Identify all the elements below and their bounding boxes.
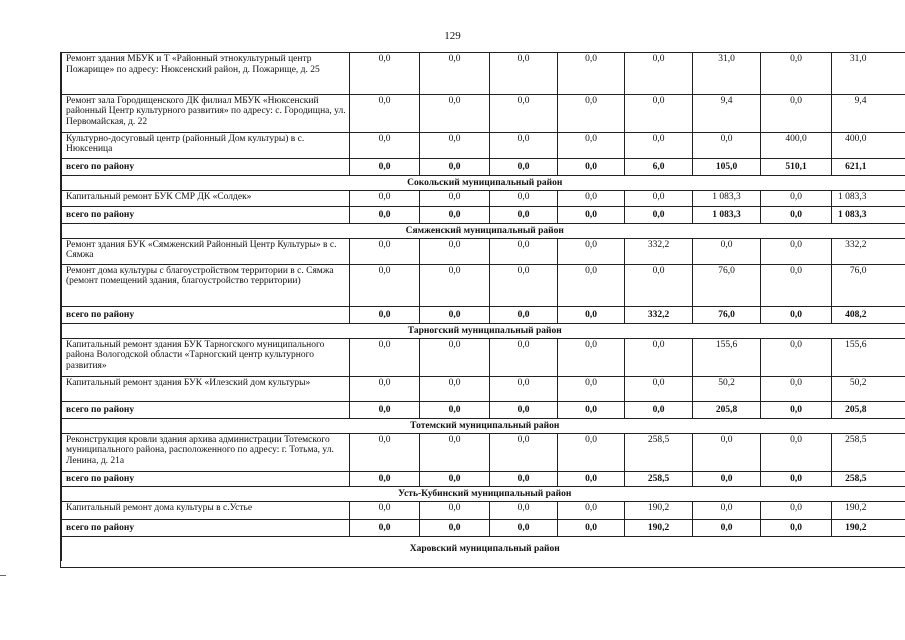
value-cell: 0,0 xyxy=(420,376,490,401)
value-cell: 0,0 xyxy=(350,519,420,536)
value-cell: 0,0 xyxy=(350,53,420,94)
district-name: Усть-Кубинский муниципальный район xyxy=(62,486,905,501)
district-name: Тотемский муниципальный район xyxy=(62,418,905,433)
project-name: Культурно-досуговый центр (районный Дом культуры) в с. Нюксеница xyxy=(62,132,350,158)
value-cell: 0,0 xyxy=(420,158,490,175)
value-cell: 332,2 xyxy=(625,238,693,264)
value-cell: 0,0 xyxy=(490,132,558,158)
value-cell: 0,0 xyxy=(490,338,558,376)
value-cell: 0,0 xyxy=(761,264,832,306)
value-cell: 332,2 xyxy=(832,238,905,264)
value-cell: 190,2 xyxy=(625,501,693,519)
margin-mark xyxy=(0,575,6,576)
value-cell: 50,2 xyxy=(832,376,905,401)
value-cell: 0,0 xyxy=(558,471,625,486)
value-cell: 0,0 xyxy=(350,238,420,264)
value-cell: 190,2 xyxy=(625,519,693,536)
value-cell: 0,0 xyxy=(558,206,625,223)
value-cell: 0,0 xyxy=(558,53,625,94)
value-cell: 0,0 xyxy=(693,519,761,536)
value-cell: 0,0 xyxy=(420,501,490,519)
value-cell: 0,0 xyxy=(490,519,558,536)
value-cell: 332,2 xyxy=(625,306,693,323)
value-cell: 1 083,3 xyxy=(832,190,905,206)
value-cell: 0,0 xyxy=(350,401,420,418)
value-cell: 76,0 xyxy=(693,264,761,306)
value-cell: 0,0 xyxy=(350,158,420,175)
table-row xyxy=(62,376,905,401)
value-cell: 0,0 xyxy=(625,401,693,418)
table-row xyxy=(62,53,905,94)
project-name: Реконструкция кровли здания архива администрации Тотемского муниципального района, расположенного по адресу: г. Тотьма, ул. Ленина, д. 21а xyxy=(62,433,350,471)
budget-table-body xyxy=(62,53,905,561)
value-cell: 0,0 xyxy=(420,471,490,486)
value-cell: 0,0 xyxy=(625,53,693,94)
value-cell: 31,0 xyxy=(832,53,905,94)
total-label: всего по району xyxy=(62,401,350,418)
district-header-row xyxy=(62,175,905,190)
value-cell: 0,0 xyxy=(350,306,420,323)
district-total-row xyxy=(62,401,905,418)
value-cell: 0,0 xyxy=(558,501,625,519)
value-cell: 0,0 xyxy=(490,471,558,486)
value-cell: 0,0 xyxy=(761,338,832,376)
value-cell: 0,0 xyxy=(490,306,558,323)
value-cell: 1 083,3 xyxy=(693,190,761,206)
budget-table-sheet xyxy=(60,52,905,568)
value-cell: 0,0 xyxy=(490,401,558,418)
value-cell: 510,1 xyxy=(761,158,832,175)
value-cell: 0,0 xyxy=(693,132,761,158)
value-cell: 0,0 xyxy=(693,501,761,519)
value-cell: 105,0 xyxy=(693,158,761,175)
value-cell: 0,0 xyxy=(420,206,490,223)
table-row xyxy=(62,132,905,158)
value-cell: 0,0 xyxy=(490,190,558,206)
value-cell: 0,0 xyxy=(761,401,832,418)
project-name: Ремонт дома культуры с благоустройством территории в с. Сямжа (ремонт помещений здания, благоустройство территории) xyxy=(62,264,350,306)
value-cell: 0,0 xyxy=(350,376,420,401)
value-cell: 0,0 xyxy=(693,433,761,471)
district-total-row xyxy=(62,306,905,323)
value-cell: 205,8 xyxy=(832,401,905,418)
value-cell: 0,0 xyxy=(761,501,832,519)
value-cell: 0,0 xyxy=(761,94,832,132)
table-row xyxy=(62,433,905,471)
project-name: Ремонт здания БУК «Сямженский Районный Центр Культуры» в с. Сямжа xyxy=(62,238,350,264)
district-header-row xyxy=(62,486,905,501)
total-label: всего по району xyxy=(62,158,350,175)
value-cell: 0,0 xyxy=(625,376,693,401)
project-name: Капитальный ремонт здания БУК Тарногского муниципального района Вологодской области «Тарногский центр культурного развития» xyxy=(62,338,350,376)
value-cell: 1 083,3 xyxy=(693,206,761,223)
value-cell: 0,0 xyxy=(490,158,558,175)
value-cell: 400,0 xyxy=(761,132,832,158)
value-cell: 0,0 xyxy=(761,206,832,223)
value-cell: 0,0 xyxy=(558,519,625,536)
value-cell: 9,4 xyxy=(832,94,905,132)
budget-table xyxy=(61,53,905,561)
value-cell: 0,0 xyxy=(625,338,693,376)
page-number: 129 xyxy=(444,30,461,42)
value-cell: 621,1 xyxy=(832,158,905,175)
value-cell: 190,2 xyxy=(832,519,905,536)
value-cell: 6,0 xyxy=(625,158,693,175)
value-cell: 408,2 xyxy=(832,306,905,323)
value-cell: 258,5 xyxy=(832,433,905,471)
district-name: Тарногский муниципальный район xyxy=(62,323,905,338)
value-cell: 0,0 xyxy=(490,206,558,223)
value-cell: 258,5 xyxy=(832,471,905,486)
value-cell: 0,0 xyxy=(420,306,490,323)
district-name: Сокольский муниципальный район xyxy=(62,175,905,190)
value-cell: 0,0 xyxy=(558,158,625,175)
value-cell: 50,2 xyxy=(693,376,761,401)
district-name: Сямженский муниципальный район xyxy=(62,223,905,238)
table-row xyxy=(62,338,905,376)
value-cell: 0,0 xyxy=(420,132,490,158)
project-name: Капитальный ремонт БУК СМР ДК «Солдек» xyxy=(62,190,350,206)
value-cell: 0,0 xyxy=(490,53,558,94)
value-cell: 0,0 xyxy=(558,132,625,158)
value-cell: 0,0 xyxy=(350,471,420,486)
value-cell: 258,5 xyxy=(625,471,693,486)
value-cell: 0,0 xyxy=(761,53,832,94)
value-cell: 0,0 xyxy=(490,264,558,306)
project-name: Капитальный ремонт дома культуры в с.Устье xyxy=(62,501,350,519)
value-cell: 0,0 xyxy=(558,433,625,471)
value-cell: 0,0 xyxy=(490,433,558,471)
value-cell: 0,0 xyxy=(761,376,832,401)
value-cell: 0,0 xyxy=(558,94,625,132)
value-cell: 0,0 xyxy=(761,306,832,323)
value-cell: 0,0 xyxy=(558,264,625,306)
value-cell: 0,0 xyxy=(625,132,693,158)
total-label: всего по району xyxy=(62,206,350,223)
district-total-row xyxy=(62,519,905,536)
value-cell: 0,0 xyxy=(490,376,558,401)
district-header-row xyxy=(62,323,905,338)
value-cell: 190,2 xyxy=(832,501,905,519)
value-cell: 0,0 xyxy=(490,238,558,264)
value-cell: 0,0 xyxy=(350,190,420,206)
value-cell: 1 083,3 xyxy=(832,206,905,223)
value-cell: 205,8 xyxy=(693,401,761,418)
value-cell: 0,0 xyxy=(420,190,490,206)
table-row xyxy=(62,264,905,306)
district-total-row xyxy=(62,471,905,486)
value-cell: 0,0 xyxy=(761,519,832,536)
total-label: всего по району xyxy=(62,306,350,323)
district-total-row xyxy=(62,206,905,223)
value-cell: 155,6 xyxy=(693,338,761,376)
total-label: всего по району xyxy=(62,471,350,486)
value-cell: 0,0 xyxy=(558,190,625,206)
value-cell: 0,0 xyxy=(350,433,420,471)
value-cell: 0,0 xyxy=(761,433,832,471)
table-row xyxy=(62,94,905,132)
district-header-row xyxy=(62,536,905,561)
value-cell: 155,6 xyxy=(832,338,905,376)
table-row xyxy=(62,501,905,519)
value-cell: 9,4 xyxy=(693,94,761,132)
value-cell: 76,0 xyxy=(832,264,905,306)
district-total-row xyxy=(62,158,905,175)
project-name: Ремонт зала Городищенского ДК филиал МБУК «Нюксенский районный Центр культурного развития» по адресу: с. Городищна, ул. Первомайская, д. 22 xyxy=(62,94,350,132)
table-row xyxy=(62,190,905,206)
value-cell: 0,0 xyxy=(420,94,490,132)
value-cell: 0,0 xyxy=(350,94,420,132)
value-cell: 0,0 xyxy=(420,401,490,418)
value-cell: 76,0 xyxy=(693,306,761,323)
value-cell: 0,0 xyxy=(490,501,558,519)
value-cell: 0,0 xyxy=(558,306,625,323)
value-cell: 0,0 xyxy=(350,132,420,158)
value-cell: 0,0 xyxy=(693,471,761,486)
value-cell: 0,0 xyxy=(761,471,832,486)
value-cell: 0,0 xyxy=(625,94,693,132)
value-cell: 0,0 xyxy=(420,519,490,536)
district-header-row xyxy=(62,418,905,433)
value-cell: 0,0 xyxy=(490,94,558,132)
district-header-row xyxy=(62,223,905,238)
value-cell: 0,0 xyxy=(558,238,625,264)
value-cell: 0,0 xyxy=(350,206,420,223)
value-cell: 0,0 xyxy=(558,338,625,376)
value-cell: 0,0 xyxy=(420,264,490,306)
value-cell: 0,0 xyxy=(761,238,832,264)
value-cell: 0,0 xyxy=(350,338,420,376)
value-cell: 0,0 xyxy=(420,238,490,264)
project-name: Капитальный ремонт здания БУК «Илезский дом культуры» xyxy=(62,376,350,401)
value-cell: 0,0 xyxy=(625,264,693,306)
value-cell: 0,0 xyxy=(420,433,490,471)
value-cell: 0,0 xyxy=(625,206,693,223)
value-cell: 0,0 xyxy=(625,190,693,206)
value-cell: 0,0 xyxy=(558,401,625,418)
table-row xyxy=(62,238,905,264)
value-cell: 258,5 xyxy=(625,433,693,471)
value-cell: 0,0 xyxy=(420,53,490,94)
value-cell: 0,0 xyxy=(350,501,420,519)
total-label: всего по району xyxy=(62,519,350,536)
value-cell: 400,0 xyxy=(832,132,905,158)
district-name: Харовский муниципальный район xyxy=(62,536,905,561)
value-cell: 0,0 xyxy=(350,264,420,306)
value-cell: 0,0 xyxy=(420,338,490,376)
value-cell: 0,0 xyxy=(693,238,761,264)
value-cell: 0,0 xyxy=(558,376,625,401)
value-cell: 0,0 xyxy=(761,190,832,206)
value-cell: 31,0 xyxy=(693,53,761,94)
project-name: Ремонт здания МБУК и Т «Районный этнокультурный центр Пожарище» по адресу: Нюксенский район, д. Пожарище, д. 25 xyxy=(62,53,350,94)
